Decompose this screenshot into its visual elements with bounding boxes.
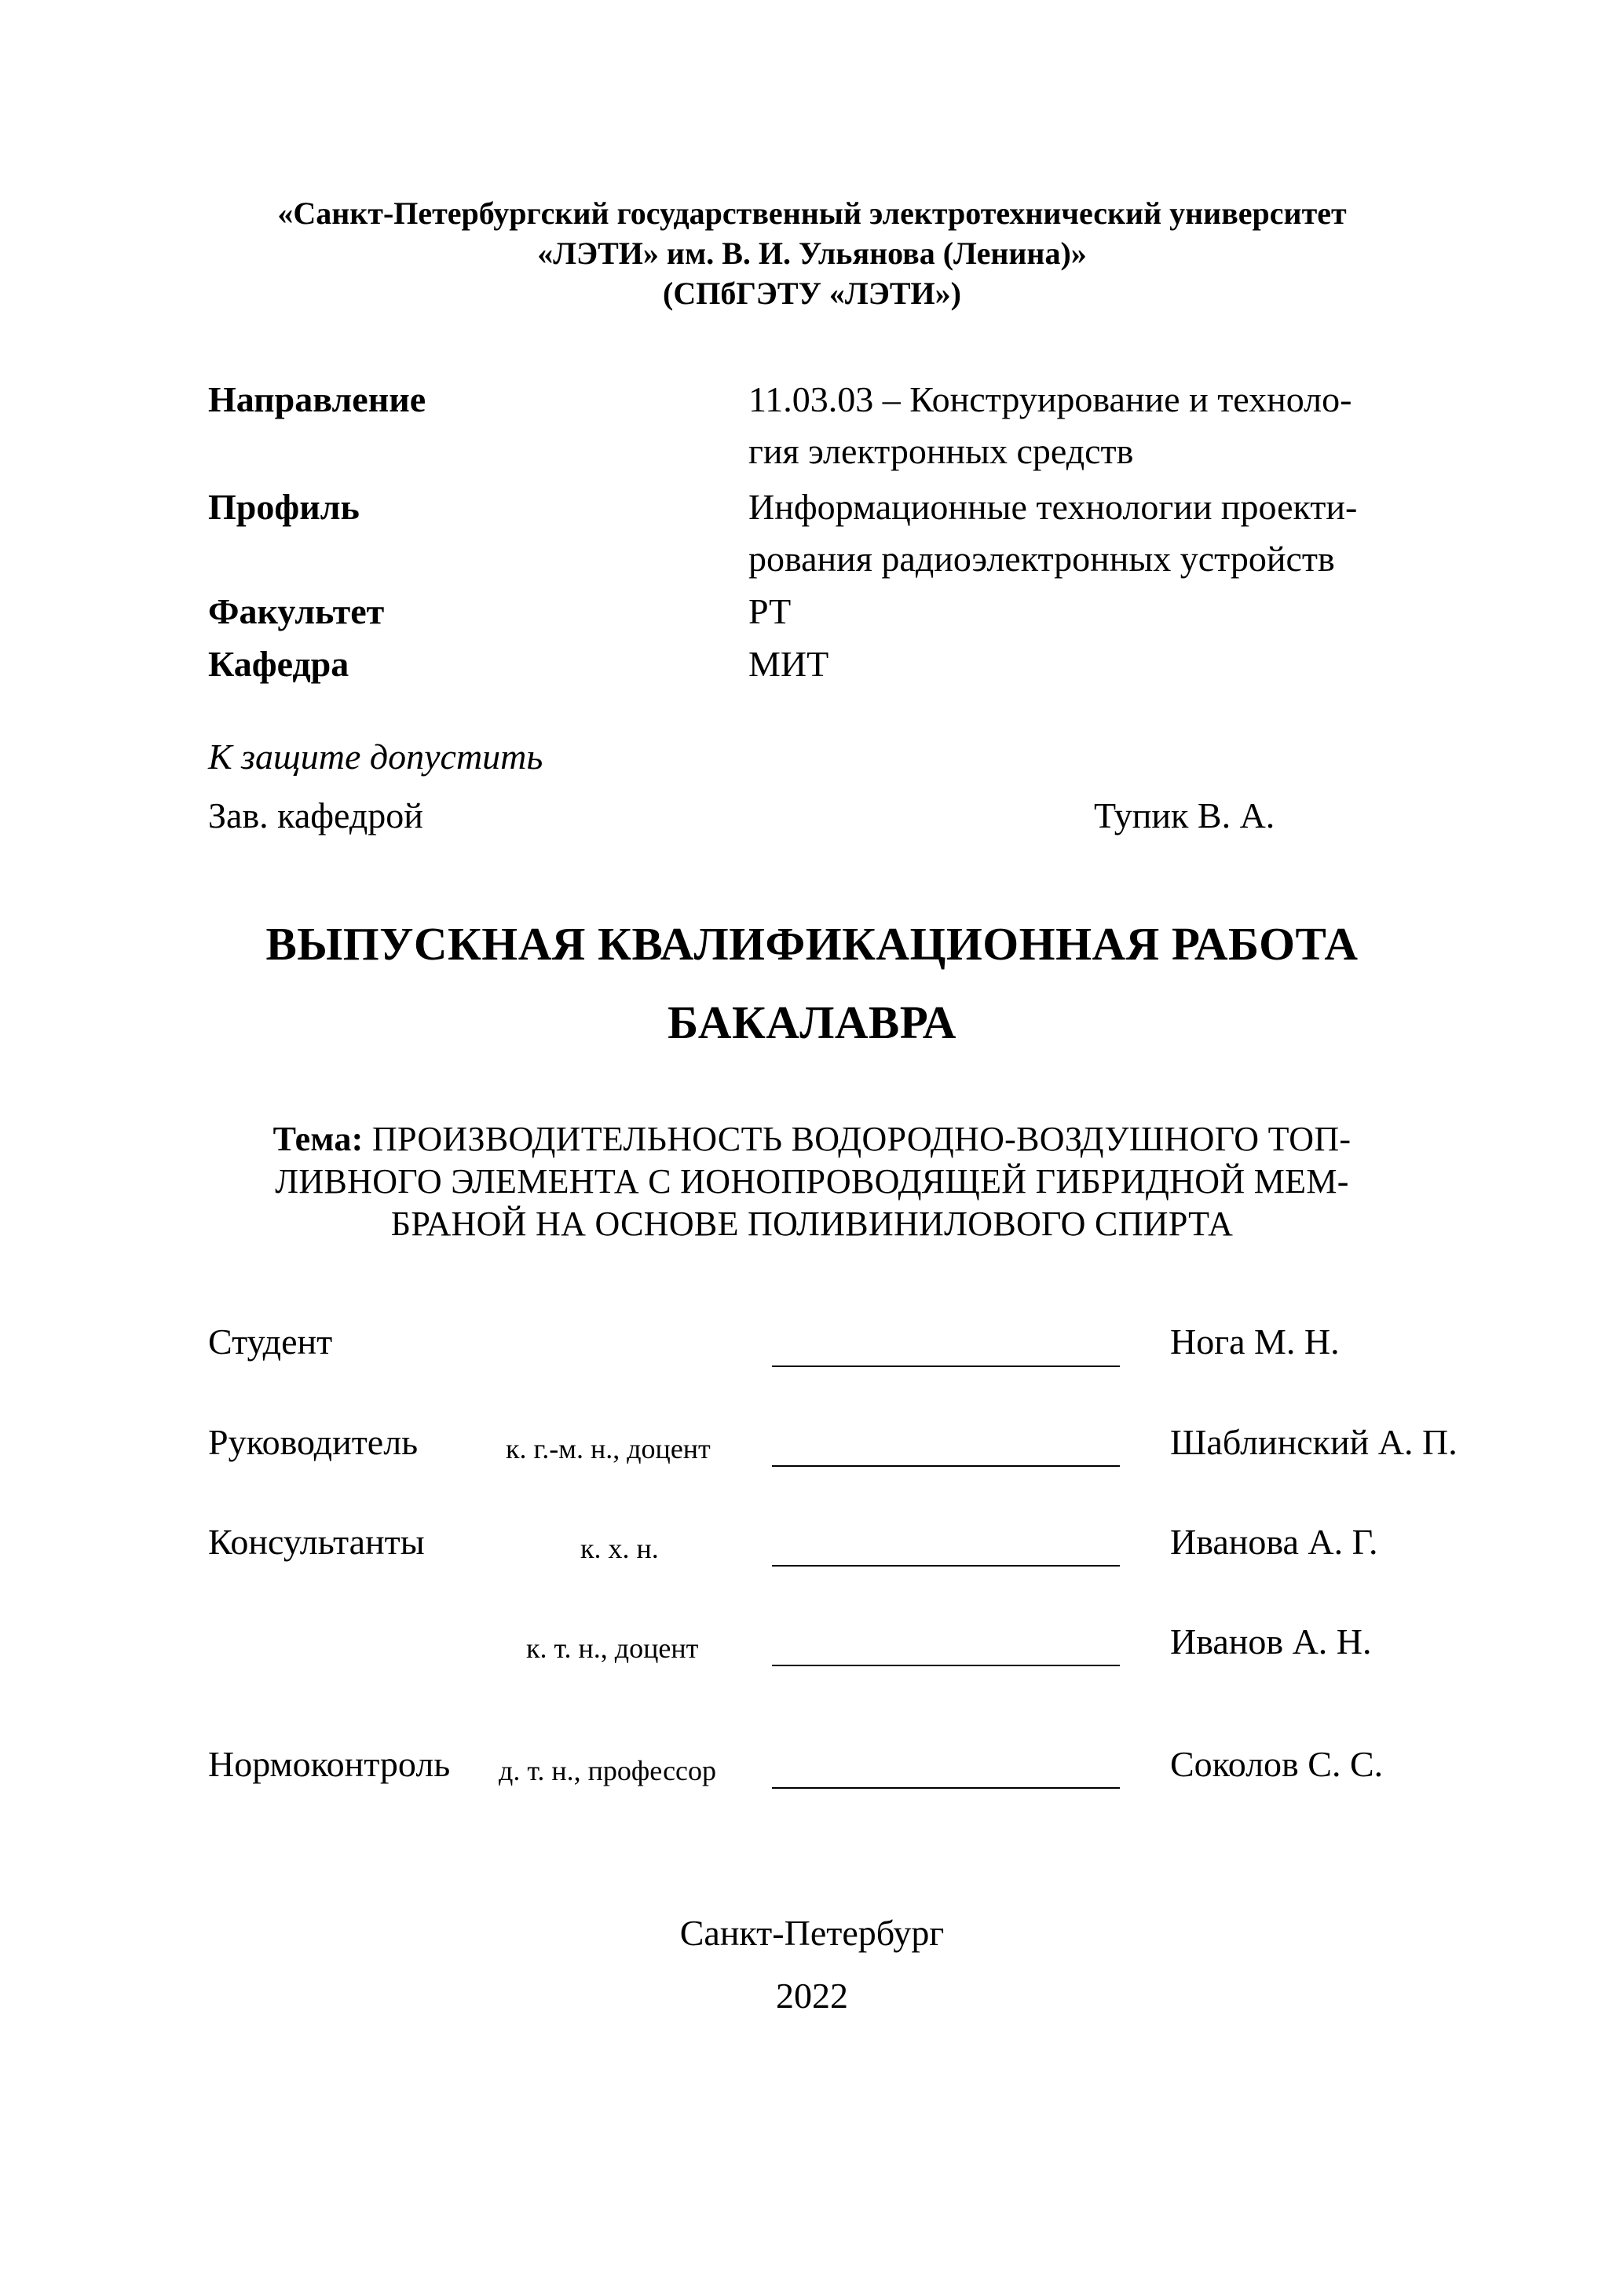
topic-line-2: ЛИВНОГО ЭЛЕМЕНТА С ИОНОПРОВОДЯЩЕЙ ГИБРИДНОЙ МЕМ- [275,1162,1349,1201]
signature-line-norm-control [772,1787,1120,1789]
admission-label: К защите допустить [208,737,543,777]
department-head-name: Тупик В. А. [1094,795,1275,835]
university-name-line-2: «ЛЭТИ» им. В. И. Ульянова (Ленина)» [537,236,1087,271]
signature-line-consultant-2 [772,1665,1120,1666]
signature-degree-norm-control: д. т. н., профессор [499,1755,717,1786]
document-title-line-1: ВЫПУСКНАЯ КВАЛИФИКАЦИОННАЯ РАБОТА [265,918,1359,970]
signature-line-consultant-1 [772,1565,1120,1567]
university-name-line-1: «Санкт-Петербургский государственный электротехнический университет [277,196,1347,231]
signature-name-consultant-2: Иванов А. Н. [1170,1621,1372,1662]
profile-label: Профиль [208,487,360,527]
direction-value-line-2: гия электронных средств [748,431,1134,471]
signature-role-student: Студент [208,1322,333,1362]
signature-name-consultant-1: Иванова А. Г. [1170,1522,1378,1562]
signature-degree-supervisor: к. г.-м. н., доцент [506,1433,711,1464]
signature-role-supervisor: Руководитель [208,1422,419,1462]
department-value: МИТ [748,644,829,684]
topic-line-1 [0,1118,1624,1161]
footer-city: Санкт-Петербург [679,1913,945,1953]
department-head-role: Зав. кафедрой [208,795,423,835]
signature-role-consultants: Консультанты [208,1522,425,1562]
signature-line-student [772,1366,1120,1367]
signature-name-supervisor: Шаблинский А. П. [1170,1422,1458,1462]
signature-degree-consultant-1: к. х. н. [580,1533,659,1564]
topic-text-line-1: ПРОИЗВОДИТЕЛЬНОСТЬ ВОДОРОДНО-ВОЗДУШНОГО ТОП- [371,1120,1352,1158]
signature-role-norm-control: Нормоконтроль [208,1744,451,1784]
profile-value-line-1: Информационные технологии проекти- [748,487,1358,527]
profile-value-line-2: рования радиоэлектронных устройств [748,539,1335,579]
faculty-value: РТ [748,591,792,631]
topic-line-3: БРАНОЙ НА ОСНОВЕ ПОЛИВИНИЛОВОГО СПИРТА [390,1205,1234,1243]
document-title-line-2: БАКАЛАВРА [668,996,956,1048]
signature-name-student: Нога М. Н. [1170,1322,1340,1362]
signature-name-norm-control: Соколов С. С. [1170,1744,1384,1784]
faculty-label: Факультет [208,591,385,631]
signature-line-supervisor [772,1465,1120,1467]
university-abbreviation: (СПбГЭТУ «ЛЭТИ») [663,276,961,311]
direction-value-line-1: 11.03.03 – Конструирование и техноло- [748,379,1352,419]
topic-label: Тема: [272,1120,364,1158]
signature-degree-consultant-2: к. т. н., доцент [526,1632,699,1664]
department-label: Кафедра [208,644,349,684]
direction-label: Направление [208,379,426,419]
footer-year: 2022 [776,1976,848,2016]
